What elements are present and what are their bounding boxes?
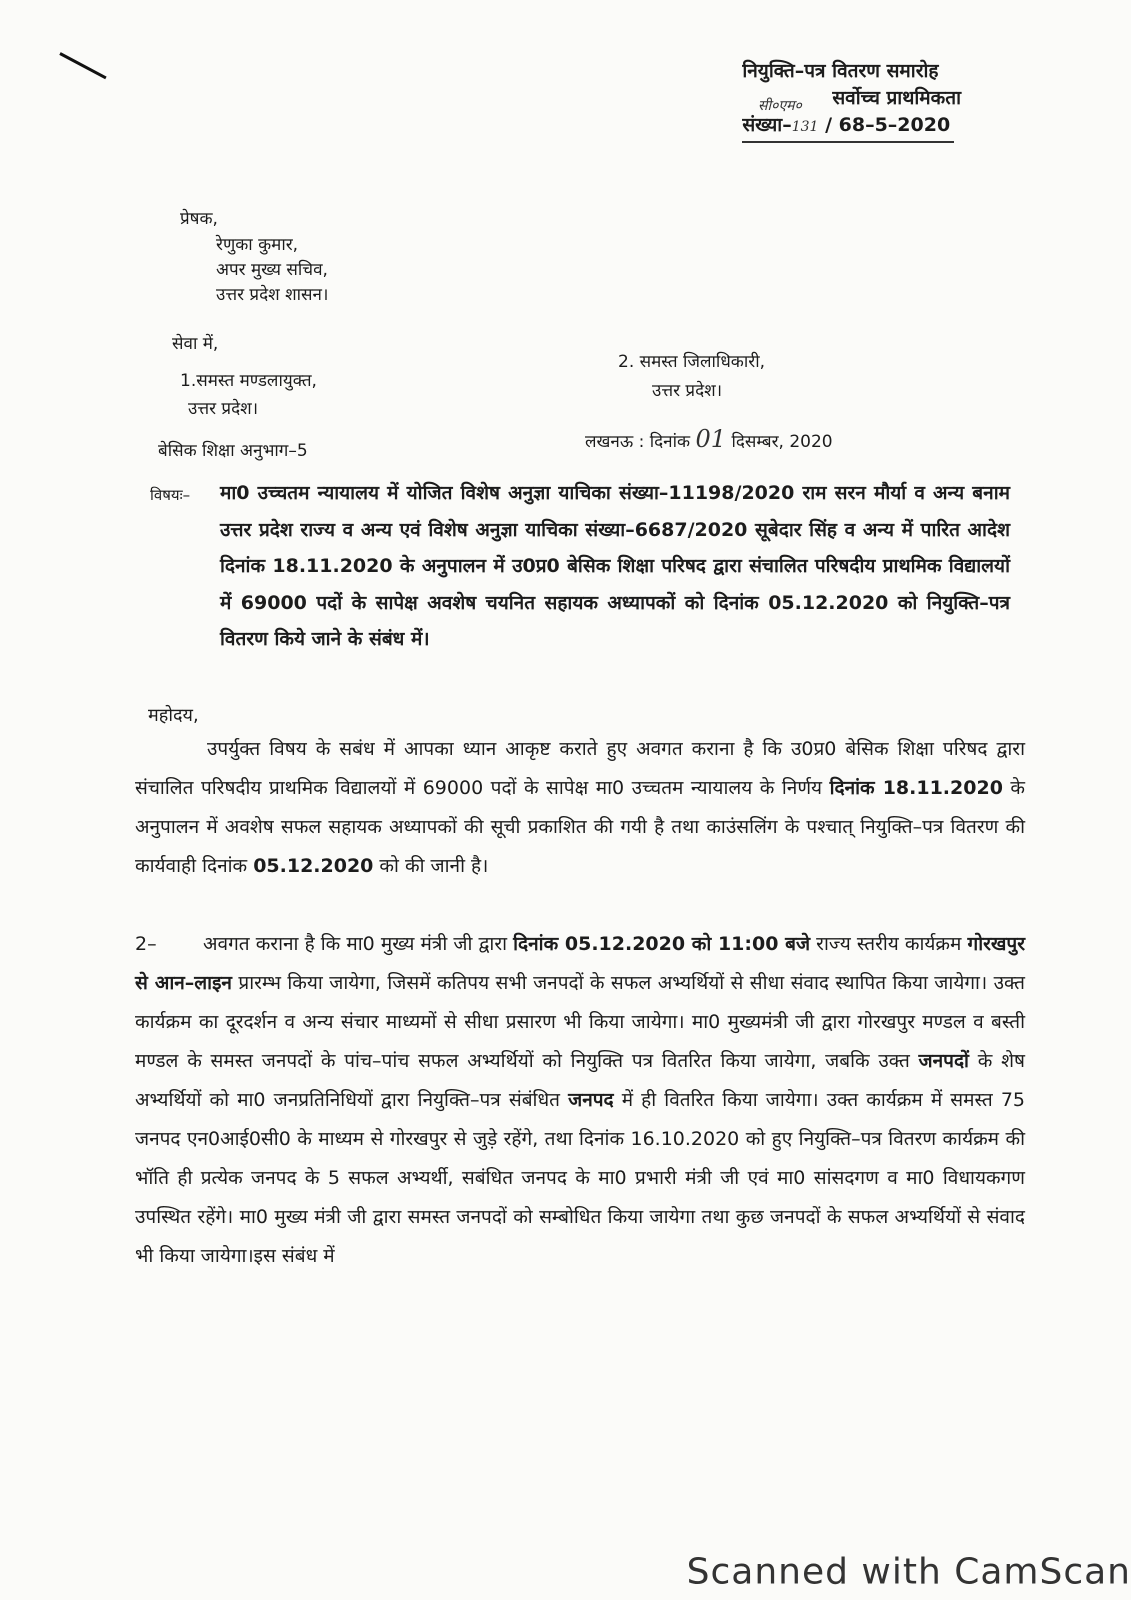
scanner-watermark: Scanned with CamScan (686, 1551, 1131, 1593)
priority-label: सर्वोच्च प्राथमिकता (832, 87, 961, 109)
salutation: महोदय, (148, 705, 199, 726)
paragraph-number: 2– (135, 933, 157, 955)
reference-number: संख्या–131 / 68–5–2020 (742, 112, 961, 143)
subject-label: विषयः– (150, 486, 191, 504)
recipient-1-line1: 1.समस्त मण्डलायुक्त, (180, 371, 317, 391)
recipient-2-line1: 2. समस्त जिलाधिकारी, (618, 352, 766, 372)
recipient-2-line2: उत्तर प्रदेश। (652, 381, 723, 401)
handwritten-reference: सी०एम० (758, 98, 802, 114)
recipient-label: सेवा में, (172, 334, 219, 354)
sender-name: रेणुका कुमार, (216, 235, 299, 255)
recipient-1-line2: उत्तर प्रदेश। (188, 399, 259, 419)
header-title: नियुक्ति–पत्र वितरण समारोह (742, 60, 939, 82)
pen-mark (59, 52, 106, 79)
sender-designation: अपर मुख्य सचिव, (216, 260, 328, 280)
section-name: बेसिक शिक्षा अनुभाग–5 (158, 441, 308, 461)
subject-text: मा0 उच्चतम न्यायालय में योजित विशेष अनुज्ञा याचिका संख्या–11198/2020 राम सरन मौर्या व अन्य बनाम उत्तर प्रदेश राज्य व अन्य एवं विशेष अनुज्ञा याचिका संख्या–6687/2020 सूबेदार सिंह व अन्य में पारित आदेश दिनांक 18.11.2020 के अनुपालन में उ0प्र0 बेसिक शिक्षा परिषद द्वारा संचालित परिषदीय प्राथमिक विद्यालयों में 69000 पदों के सापेक्ष अवशेष चयनित सहायक अध्यापकों को दिनांक 05.12.2020 को नियुक्ति–पत्र वितरण किये जाने के संबंध में। (220, 482, 1010, 650)
sender-label: प्रेषक, (180, 209, 218, 229)
paragraph-1: उपर्युक्त विषय के सबंध में आपका ध्यान आकृष्ट कराते हुए अवगत कराना है कि उ0प्र0 बेसिक शिक्षा परिषद द्वारा संचालित परिषदीय प्राथमिक विद्यालयों में 69000 पदों के सापेक्ष मा0 उच्चतम न्यायालय के निर्णय दिनांक 18.11.2020 के अनुपालन में अवशेष सफल सहायक अध्यापकों की सूची प्रकाशित की गयी है तथा काउंसलिंग के पश्चात् नियुक्ति–पत्र वितरण की कार्यवाही दिनांक 05.12.2020 को की जानी है। (135, 738, 1026, 877)
place-date: लखनऊ : दिनांक 01 दिसम्बर, 2020 (585, 425, 833, 453)
sender-office: उत्तर प्रदेश शासन। (216, 285, 329, 305)
paragraph-2: 2– अवगत कराना है कि मा0 मुख्य मंत्री जी द्वारा दिनांक 05.12.2020 को 11:00 बजे राज्य स्तरीय कार्यक्रम गोरखपुर से आन–लाइन प्रारम्भ किया जायेगा, जिसमें कतिपय सभी जनपदों के सफल अभ्यर्थियों से सीधा संवाद स्थापित किया जायेगा। उक्त कार्यक्रम का दूरदर्शन व अन्य संचार माध्यमों से सीधा प्रसारण भी किया जायेगा। मा0 मुख्यमंत्री जी द्वारा गोरखपुर मण्डल व बस्ती मण्डल के समस्त जनपदों के पांच–पांच सफल अभ्यर्थियों को नियुक्ति पत्र वितरित किया जायेगा, जबकि उक्त जनपदों के शेष अभ्यर्थियों को मा0 जनप्रतिनिधियों द्वारा नियुक्ति–पत्र संबंधित जनपद में ही वितरित किया जायेगा। उक्त कार्यक्रम में समस्त 75 जनपद एन0आई0सी0 के माध्यम से गोरखपुर से जुड़े रहेंगे, तथा दिनांक 16.10.2020 को हुए नियुक्ति–पत्र वितरण कार्यक्रम की भॉति ही प्रत्येक जनपद के 5 सफल अभ्यर्थी, सबंधित जनपद के मा0 प्रभारी मंत्री जी एवं मा0 सांसदगण व मा0 विधायकगण उपस्थित रहेंगे। मा0 मुख्य मंत्री जी द्वारा समस्त जनपदों को सम्बोधित किया जायेगा तथा कुछ जनपदों के सफल अभ्यर्थियों से संवाद भी किया जायेगा।इस संबंध में (135, 925, 1025, 1276)
